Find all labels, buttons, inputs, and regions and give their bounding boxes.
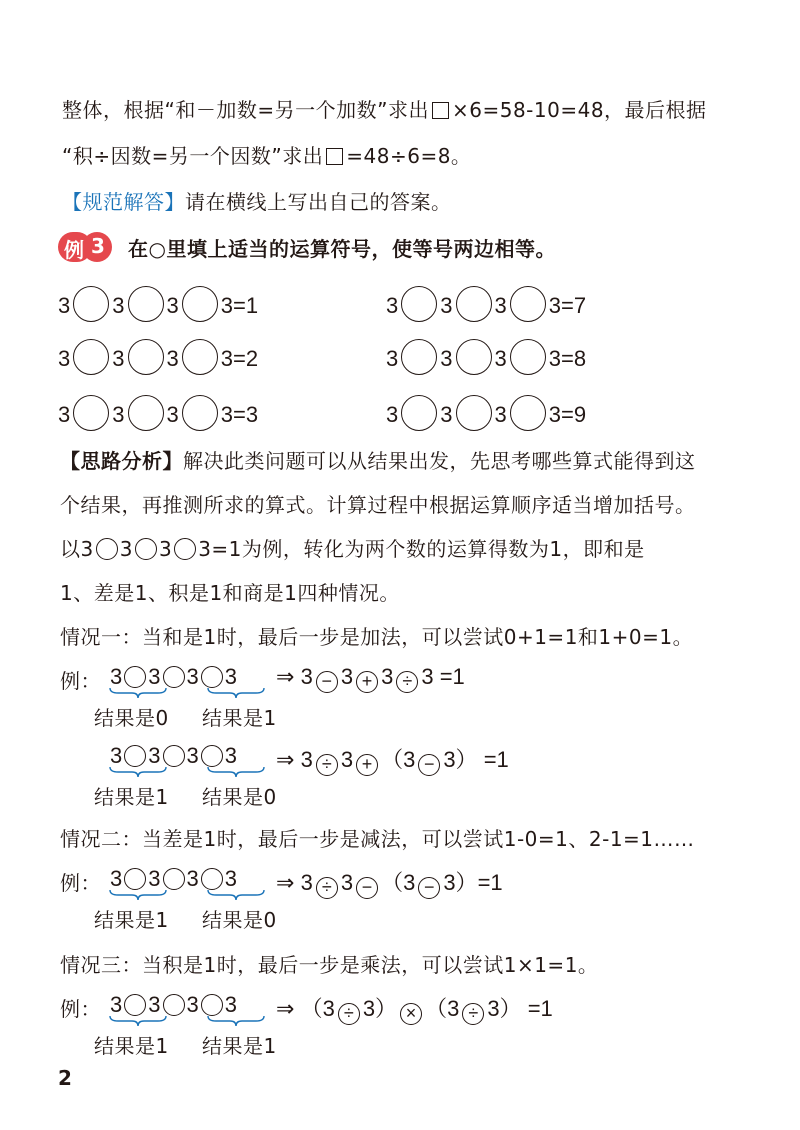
case1-eq2-left: 3 3 3 3 (110, 743, 237, 768)
answer-text: 请在横线上写出自己的答案。 (185, 190, 452, 214)
answer-circle[interactable] (128, 286, 164, 322)
answer-circle[interactable] (510, 339, 546, 375)
case1-ex-label: 例： (60, 669, 101, 693)
brace-icon (206, 888, 266, 902)
case1-eq1-note-right: 结果是1 (202, 706, 277, 730)
answer-circle[interactable] (128, 395, 164, 431)
answer-circle[interactable] (510, 395, 546, 431)
exercise-left-1: 3 3 3 3=1 (58, 286, 258, 322)
brace-icon (108, 888, 168, 902)
intro-text-2: “积÷因数=另一个因数”求出 (62, 144, 324, 168)
intro-text-2b: =48÷6=8。 (346, 144, 472, 168)
brace-icon (206, 765, 266, 779)
analysis-text-1: 解决此类问题可以从结果出发，先思考哪些算式能得到这 (183, 449, 696, 473)
exercise-right-2: 3 3 3 3=8 (386, 339, 586, 375)
case2-title: 情况二：当差是1时，最后一步是减法，可以尝试1-0=1、2-1=1…… (60, 827, 695, 851)
analysis-line-4: 1、差是1、积是1和商是1四种情况。 (60, 581, 400, 605)
case3-note-right: 结果是1 (202, 1034, 277, 1058)
exercise-right-3: 3 3 3 3=9 (386, 395, 586, 431)
answer-label: 【规范解答】 (62, 190, 185, 214)
answer-circle[interactable] (456, 286, 492, 322)
answer-circle[interactable] (401, 286, 437, 322)
brace-icon (108, 686, 168, 700)
answer-circle[interactable] (401, 339, 437, 375)
answer-circle[interactable] (182, 286, 218, 322)
blank-box (432, 102, 449, 119)
intro-line-2 (62, 143, 471, 169)
exercise-left-3: 3 3 3 3=3 (58, 395, 258, 431)
answer-circle[interactable] (510, 286, 546, 322)
answer-circle[interactable] (182, 339, 218, 375)
analysis-line-2: 个结果，再推测所求的算式。计算过程中根据运算顺序适当增加括号。 (60, 493, 696, 517)
case1-title: 情况一：当和是1时，最后一步是加法，可以尝试0+1=1和1+0=1。 (60, 625, 694, 649)
exercise-right-1: 3 3 3 3=7 (386, 286, 586, 322)
case1-eq2-note-left: 结果是1 (94, 785, 169, 809)
answer-circle[interactable] (73, 339, 109, 375)
intro-line-1 (62, 97, 707, 123)
case2-eq-right: ⇒ 3 ÷ 3 − （3 − 3）=1 (276, 870, 503, 897)
case3-eq-right: ⇒ （3 ÷ 3） × （3 ÷ 3） =1 (276, 996, 553, 1023)
answer-line (62, 189, 452, 215)
case2-note-right: 结果是0 (202, 908, 277, 932)
intro-text-1: 整体，根据“和－加数=另一个加数”求出 (62, 98, 429, 122)
answer-circle[interactable] (401, 395, 437, 431)
case3-note-left: 结果是1 (94, 1034, 169, 1058)
case3-title: 情况三：当积是1时，最后一步是乘法，可以尝试1×1=1。 (60, 953, 599, 977)
case2-ex-label: 例： (60, 871, 101, 895)
brace-icon (108, 765, 168, 779)
brace-icon (108, 1014, 168, 1028)
blank-box (326, 148, 343, 165)
example-badge (58, 232, 124, 266)
case2-note-left: 结果是1 (94, 908, 169, 932)
answer-circle[interactable] (456, 339, 492, 375)
badge-number: 3 (91, 234, 105, 258)
case3-eq-left: 3 3 3 3 (110, 992, 237, 1017)
case1-eq2-note-right: 结果是0 (202, 785, 277, 809)
case2-eq-left: 3 3 3 3 (110, 866, 237, 891)
answer-circle[interactable] (128, 339, 164, 375)
answer-circle[interactable] (73, 286, 109, 322)
case1-eq2-right: ⇒ 3 ÷ 3 + （3 − 3） =1 (276, 747, 509, 774)
analysis-line-3: 以3 3 3 3=1为例，转化为两个数的运算得数为1，即和是 (60, 537, 645, 561)
answer-circle[interactable] (182, 395, 218, 431)
small-circle (135, 538, 157, 560)
page-number: 2 (58, 1066, 72, 1090)
brace-icon (206, 686, 266, 700)
answer-circle[interactable] (456, 395, 492, 431)
brace-icon (206, 1014, 266, 1028)
case1-eq1-left: 3 3 3 3 (110, 664, 237, 689)
case1-eq1-note-left: 结果是0 (94, 706, 169, 730)
analysis-label: 【思路分析】 (60, 449, 183, 473)
badge-char: 例 (64, 238, 84, 262)
case1-eq1-right: ⇒ 3 − 3 + 3 ÷ 3 =1 (276, 664, 465, 691)
small-circle (174, 538, 196, 560)
small-circle (96, 538, 118, 560)
analysis-line-1 (60, 448, 696, 474)
case3-ex-label: 例： (60, 997, 101, 1021)
intro-text-1b: ×6=58-10=48，最后根据 (451, 98, 707, 122)
example-prompt: 在○里填上适当的运算符号，使等号两边相等。 (128, 237, 556, 261)
answer-circle[interactable] (73, 395, 109, 431)
exercise-left-2: 3 3 3 3=2 (58, 339, 258, 375)
